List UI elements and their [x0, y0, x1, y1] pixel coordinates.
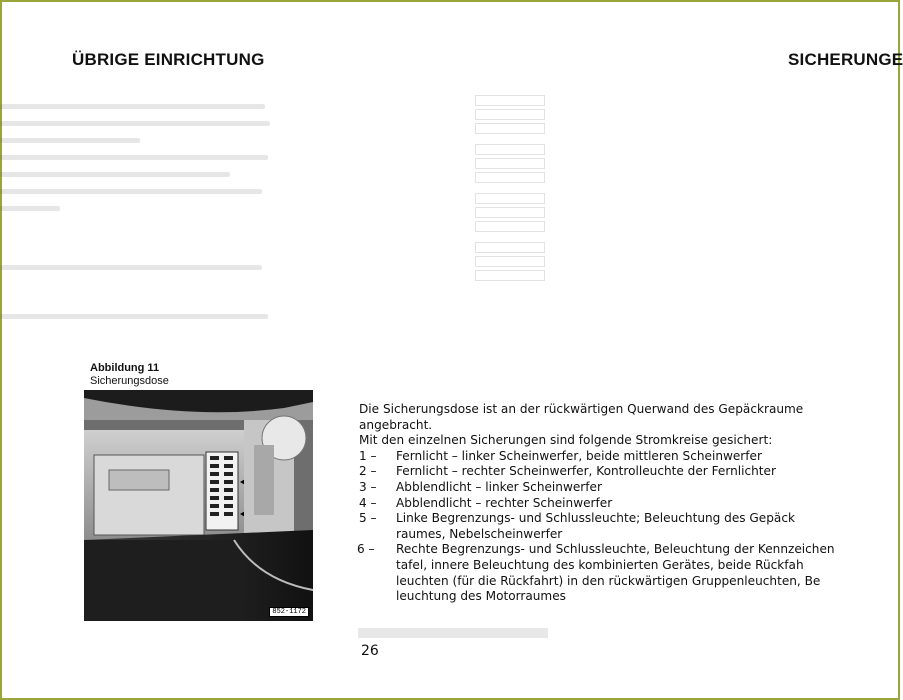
intro-line-1: Die Sicherungsdose ist an der rückwärtigen Querwand des Gepäckraume: [359, 402, 804, 416]
item-text-line: tafel, innere Beleuchtung des kombinierten Gerätes, beide Rückfah: [396, 557, 804, 572]
section-title-right: SICHERUNGE: [788, 50, 903, 69]
list-item: [359, 480, 900, 496]
item-text: Abblendlicht – linker Scheinwerfer: [396, 479, 602, 494]
item-text: [396, 542, 900, 604]
item-number: 1 –: [359, 448, 377, 463]
item-text-line: Linke Begrenzungs- und Schlussleuchte; Beleuchtung des Gepäck: [396, 511, 795, 526]
intro-line-2: angebracht.: [359, 417, 433, 432]
item-text-line: raumes, Nebelscheinwerfer: [396, 526, 563, 541]
item-number: 5 –: [359, 511, 377, 526]
item-text: Fernlicht – linker Scheinwerfer, beide mittleren Scheinwerfer: [396, 448, 762, 463]
figure-caption: [90, 362, 169, 388]
page-number: 26: [361, 643, 379, 659]
item-number: 2 –: [359, 464, 377, 479]
list-item: [359, 496, 900, 512]
fuse-box-photo: [84, 390, 313, 621]
list-item: [359, 449, 900, 465]
item-number: 3 –: [359, 479, 377, 494]
figure-subtitle: Sicherungsdose: [90, 375, 169, 387]
item-number: 4 –: [359, 495, 377, 510]
bleed-through-heading: [358, 628, 548, 638]
bleed-through-text: [0, 92, 280, 302]
item-text: Fernlicht – rechter Scheinwerfer, Kontrolleuchte der Fernlichter: [396, 464, 776, 479]
body-text: [359, 402, 900, 605]
item-text: [396, 511, 900, 542]
item-number: 6 –: [357, 542, 375, 557]
bleed-through-fuses: [475, 92, 545, 284]
list-item: [359, 511, 900, 542]
item-text-line: leuchten (für die Rückfahrt) in den rückwärtigen Gruppenleuchten, Be: [396, 573, 821, 588]
item-text-line: leuchtung des Motorraumes: [396, 589, 566, 604]
figure-code: 852-1172: [269, 607, 309, 617]
intro-2: Mit den einzelnen Sicherungen sind folgende Stromkreise gesichert:: [359, 433, 773, 448]
list-item: [357, 542, 900, 604]
list-item: [359, 464, 900, 480]
item-text-line: Rechte Begrenzungs- und Schlussleuchte, Beleuchtung der Kennzeichen: [396, 542, 835, 557]
fuse-list: [359, 449, 900, 605]
item-text: Abblendlicht – rechter Scheinwerfer: [396, 495, 613, 510]
section-title-left: ÜBRIGE EINRICHTUNG: [72, 50, 265, 69]
figure-title: Abbildung 11: [90, 362, 160, 374]
